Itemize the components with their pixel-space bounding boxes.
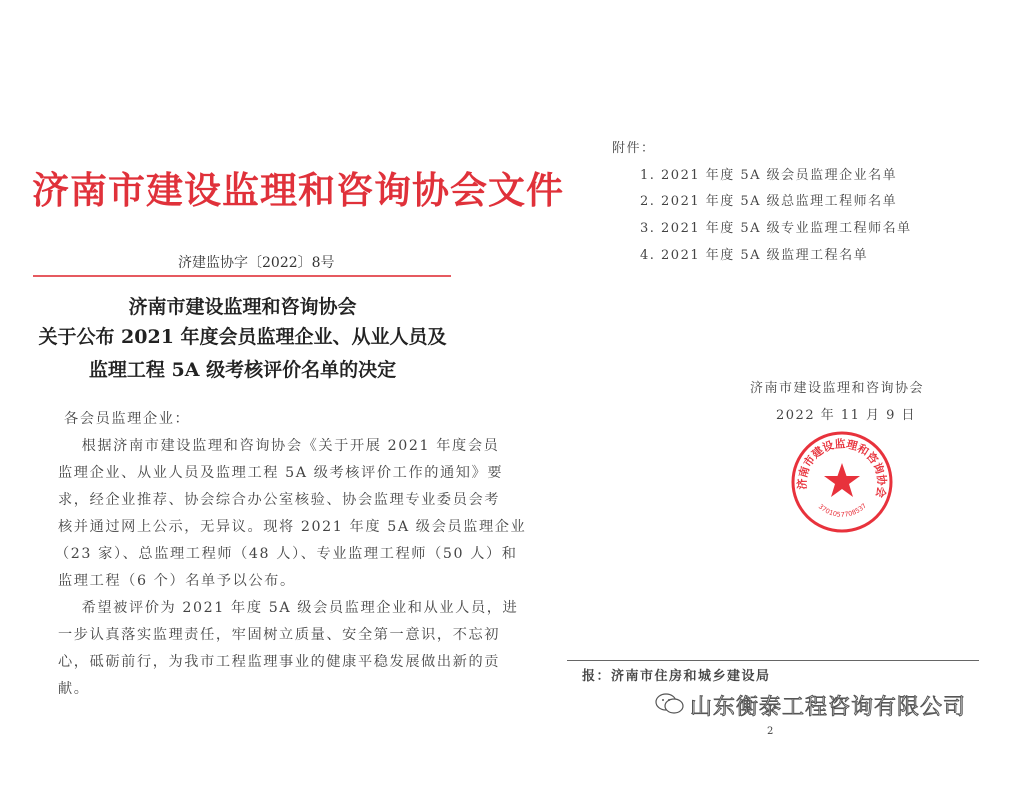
- report-to: 报：济南市住房和城乡建设局: [582, 669, 771, 684]
- body-line: （23 家）、总监理工程师（48 人）、专业监理工程师（50 人）和: [55, 546, 518, 562]
- attachment-item: 2. 2021 年度 5A 级总监理工程师名单: [640, 194, 898, 209]
- body-line: 求，经企业推荐、协会综合办公室核验、协会监理专业委员会考: [58, 492, 501, 508]
- body-line: 根据济南市建设监理和咨询协会《关于开展 2021 年度会员: [50, 438, 500, 454]
- wechat-icon: [655, 692, 685, 716]
- official-seal-icon: [790, 430, 894, 534]
- attachment-item: 4. 2021 年度 5A 级监理工程名单: [640, 248, 869, 263]
- attachment-item: 3. 2021 年度 5A 级专业监理工程师名单: [640, 221, 912, 236]
- seal-text: 济南市建设监理和咨询协会: [795, 437, 889, 499]
- body-line: 献。: [58, 681, 90, 697]
- document-red-header: 济南市建设监理和咨询协会文件: [32, 168, 564, 212]
- decision-title-line: 监理工程 5A 级考核评价名单的决定: [88, 359, 397, 381]
- signature-org: 济南市建设监理和咨询协会: [750, 381, 925, 396]
- body-line: 监理工程（6 个）名单予以公布。: [58, 573, 296, 589]
- salutation: 各会员监理企业：: [64, 411, 191, 427]
- seal-code: 3701057708537: [816, 501, 869, 519]
- body-line: 核并通过网上公示，无异议。现将 2021 年度 5A 级会员监理企业: [58, 519, 527, 535]
- body-line: 希望被评价为 2021 年度 5A 级会员监理企业和从业人员，进: [50, 600, 519, 616]
- signature-date: 2022 年 11 月 9 日: [776, 408, 917, 423]
- red-divider: [33, 275, 451, 277]
- decision-title-line: 关于公布 2021 年度会员监理企业、从业人员及: [38, 326, 447, 348]
- page-number: 2: [767, 726, 774, 737]
- reference-number: 济建监协字〔2022〕8号: [178, 255, 335, 271]
- body-line: 心，砥砺前行，为我市工程监理事业的健康平稳发展做出新的贡: [58, 654, 501, 670]
- body-line: 监理企业、从业人员及监理工程 5A 级考核评价工作的通知》要: [58, 465, 504, 481]
- attachments-label: 附件：: [612, 141, 656, 156]
- footer-divider: [567, 660, 979, 661]
- body-line: 一步认真落实监理责任，牢固树立质量、安全第一意识，不忘初: [58, 627, 501, 643]
- svg-text:3701057708537: [817, 502, 868, 519]
- attachment-item: 1. 2021 年度 5A 级会员监理企业名单: [640, 168, 898, 183]
- watermark-text: 山东衡泰工程咨询有限公司: [690, 695, 967, 720]
- decision-title-line: 济南市建设监理和咨询协会: [128, 296, 357, 318]
